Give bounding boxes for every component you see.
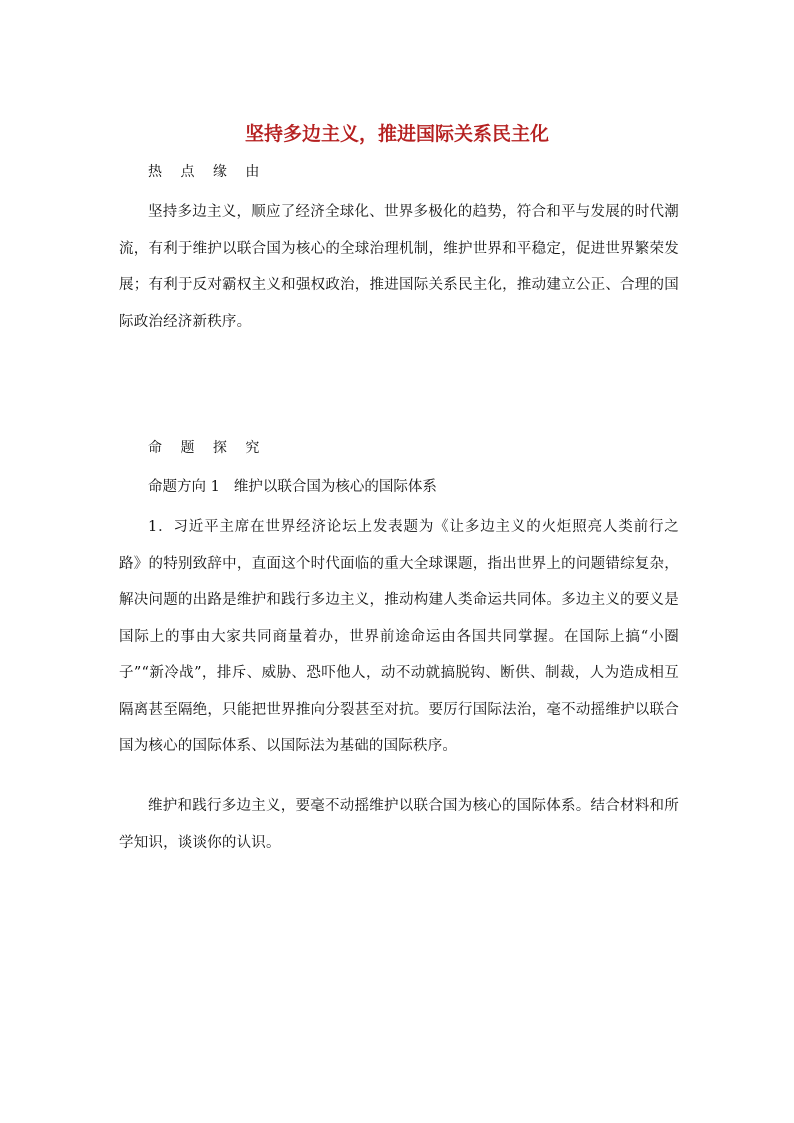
document-title: 坚持多边主义，推进国际关系民主化	[244, 123, 549, 145]
question-paragraph: 1．习近平主席在世界经济论坛上发表题为《让多边主义的火炬照亮人类前行之路》的特别致辞中，直面这个时代面临的重大全球课题，指出世界上的问题错综复杂，解决问题的出路是维护和践行多边主义，推动构建人类命运共同体。多边主义的要义是国际上的事由大家共同商量着办，世界前途命运由各国共同掌握。在国际上搞“小圈子”“新冷战”，排斥、威胁、恐吓他人，动不动就搞脱钩、断供、制裁，人为造成相互隔离甚至隔绝，只能把世界推向分裂甚至对抗。要厉行国际法治，毫不动摇维护以联合国为核心的国际体系、以国际法为基础的国际秩序。	[119, 519, 679, 754]
direction-title: 维护以联合国为核心的国际体系	[233, 479, 437, 495]
hot-topic-paragraph: 坚持多边主义，顺应了经济全球化、世界多极化的趋势，符合和平与发展的时代潮流，有利于维护以联合国为核心的全球治理机制，维护世界和平稳定，促进世界繁荣发展；有利于反对霸权主义和强权政治，推进国际关系民主化，推动建立公正、合理的国际政治经济新秩序。	[119, 204, 679, 330]
section-label-hot-topic: 热 点 缘 由	[148, 164, 267, 180]
direction-heading	[148, 477, 437, 497]
section-label-explore: 命 题 探 究	[148, 440, 267, 456]
task-paragraph: 维护和践行多边主义，要毫不动摇维护以联合国为核心的国际体系。结合材料和所学知识，谈谈你的认识。	[119, 798, 679, 851]
direction-label: 命题方向 1	[148, 479, 220, 495]
